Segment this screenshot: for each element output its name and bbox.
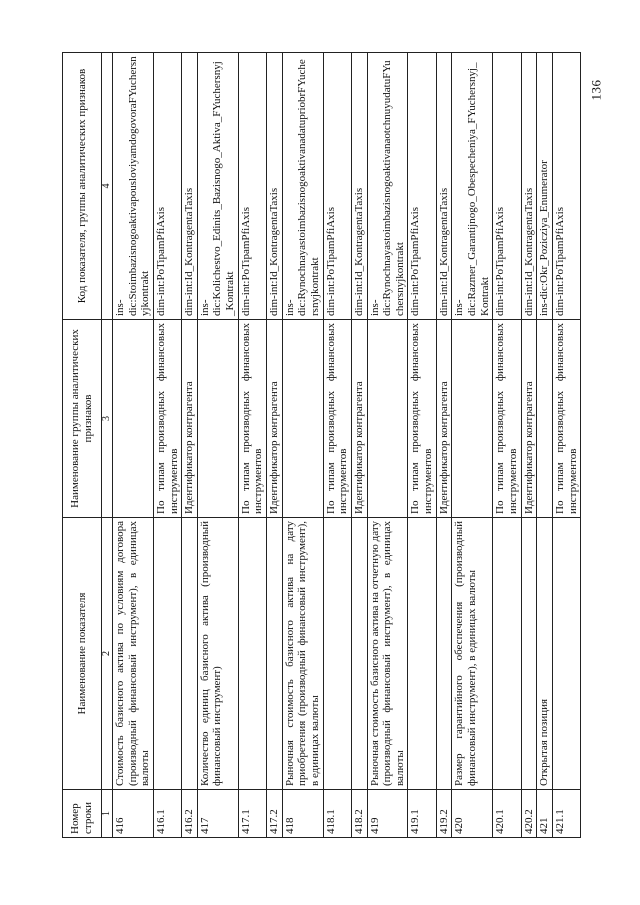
indicator-name <box>267 518 283 790</box>
indicator-code: dim-int:PoTipamPfiAxis <box>323 53 351 320</box>
indicator-code: dim-int:PoTipamPfiAxis <box>408 53 436 320</box>
row-number: 421 <box>537 790 553 838</box>
group-name: Идентификатор контрагента <box>436 320 452 518</box>
table-row <box>408 53 436 838</box>
header-row-number: Номер строки <box>63 790 102 838</box>
table-row <box>552 53 580 838</box>
group-name: По типам производных финансовых инструментов <box>408 320 436 518</box>
row-number: 417.1 <box>238 790 266 838</box>
group-name <box>452 320 493 518</box>
header-indicator-name: Наименование показателя <box>63 518 102 790</box>
row-number: 419.2 <box>436 790 452 838</box>
indicator-name: Размер гарантийного обеспечения (производный финансовый инструмент), в единицах валюты <box>452 518 493 790</box>
indicator-code: dim-int:Id_KontragentaTaxis <box>351 53 367 320</box>
table-row <box>436 53 452 838</box>
group-name <box>282 320 323 518</box>
table-row <box>452 53 493 838</box>
row-number: 420.1 <box>493 790 521 838</box>
table-row <box>521 53 537 838</box>
group-name: Идентификатор контрагента <box>521 320 537 518</box>
indicator-code: ins-dic:Okr_Pozicziya_Enumerator <box>537 53 553 320</box>
indicator-name <box>153 518 181 790</box>
rotated-table-area <box>62 53 579 838</box>
row-number: 421.1 <box>552 790 580 838</box>
indicator-name <box>408 518 436 790</box>
row-number: 418.2 <box>351 790 367 838</box>
table-row <box>282 53 323 838</box>
indicator-name <box>323 518 351 790</box>
table-row <box>113 53 154 838</box>
indicator-name <box>521 518 537 790</box>
column-number-row <box>102 53 113 838</box>
column-number: 2 <box>102 518 113 790</box>
table-row <box>367 53 408 838</box>
header-group-name: Наименование группы аналитических признаков <box>63 320 102 518</box>
row-number: 416.2 <box>182 790 198 838</box>
row-number: 417.2 <box>267 790 283 838</box>
table-row <box>238 53 266 838</box>
group-name: Идентификатор контрагента <box>182 320 198 518</box>
row-number: 419.1 <box>408 790 436 838</box>
table-row <box>493 53 521 838</box>
indicator-name <box>493 518 521 790</box>
row-number: 419 <box>367 790 408 838</box>
table-row <box>197 53 238 838</box>
indicator-code: ins-dic:Kolichestvo_Edinits_Bazisnogo_Aktiva_FYuchersnyj_Kontrakt <box>197 53 238 320</box>
row-number: 416 <box>113 790 154 838</box>
indicator-name: Открытая позиция <box>537 518 553 790</box>
indicator-code: ins-dic:RynochnayastoimbazisnogoaktivanadatupriobrFYuchersnyjkontrakt <box>282 53 323 320</box>
indicator-code: dim-int:Id_KontragentaTaxis <box>267 53 283 320</box>
table-row <box>267 53 283 838</box>
table-row <box>537 53 553 838</box>
indicator-name <box>182 518 198 790</box>
row-number: 420.2 <box>521 790 537 838</box>
indicator-name: Рыночная стоимость базисного актива на отчетную дату (производный финансовый инструмент), в единицах валюты <box>367 518 408 790</box>
group-name: По типам производных финансовых инструментов <box>493 320 521 518</box>
column-number: 4 <box>102 53 113 320</box>
indicator-code: ins-dic:StoimbazisnogoaktivapousloviyamdogovoraFYuchersnyjkontrakt <box>113 53 154 320</box>
group-name: Идентификатор контрагента <box>267 320 283 518</box>
row-number: 420 <box>452 790 493 838</box>
group-name <box>537 320 553 518</box>
column-number: 1 <box>102 790 113 838</box>
indicator-code: dim-int:PoTipamPfiAxis <box>238 53 266 320</box>
indicator-name: Рыночная стоимость базисного актива на дату приобретения (производный финансовый инструмент), в единицах валюты <box>282 518 323 790</box>
table-row <box>153 53 181 838</box>
table-row <box>323 53 351 838</box>
group-name: По типам производных финансовых инструментов <box>238 320 266 518</box>
column-number: 3 <box>102 320 113 518</box>
indicator-code: dim-int:Id_KontragentaTaxis <box>182 53 198 320</box>
row-number: 418.1 <box>323 790 351 838</box>
indicator-name <box>238 518 266 790</box>
group-name <box>367 320 408 518</box>
indicator-code: dim-int:PoTipamPfiAxis <box>493 53 521 320</box>
page-number: 136 <box>588 79 604 101</box>
table-row <box>351 53 367 838</box>
row-number: 418 <box>282 790 323 838</box>
indicator-name <box>552 518 580 790</box>
indicator-code: dim-int:Id_KontragentaTaxis <box>436 53 452 320</box>
table-row <box>182 53 198 838</box>
rotated-table-frame <box>62 53 579 838</box>
indicator-code: dim-int:PoTipamPfiAxis <box>552 53 580 320</box>
header-code: Код показателя, группы аналитических признаков <box>63 53 102 320</box>
indicator-code: dim-int:PoTipamPfiAxis <box>153 53 181 320</box>
indicator-name <box>436 518 452 790</box>
group-name: По типам производных финансовых инструментов <box>153 320 181 518</box>
header-row <box>63 53 102 838</box>
group-name: По типам производных финансовых инструментов <box>323 320 351 518</box>
group-name: Идентификатор контрагента <box>351 320 367 518</box>
indicator-name: Количество единиц базисного актива (производный финансовый инструмент) <box>197 518 238 790</box>
indicator-code: ins-dic:RynochnayastoimbazisnogoaktivanaotchnuyudatuFYuchersnyjkontrakt <box>367 53 408 320</box>
indicator-name <box>351 518 367 790</box>
indicator-name: Стоимость базисного актива по условиям договора (производный финансовый инструмент), в единицах валюты <box>113 518 154 790</box>
group-name <box>113 320 154 518</box>
row-number: 416.1 <box>153 790 181 838</box>
indicator-code: ins-dic:Razmer_Garantijnogo_Obespecheniya_FYuchersnyj_Kontrakt <box>452 53 493 320</box>
indicator-code: dim-int:Id_KontragentaTaxis <box>521 53 537 320</box>
indicator-table <box>62 52 581 838</box>
group-name <box>197 320 238 518</box>
group-name: По типам производных финансовых инструментов <box>552 320 580 518</box>
row-number: 417 <box>197 790 238 838</box>
